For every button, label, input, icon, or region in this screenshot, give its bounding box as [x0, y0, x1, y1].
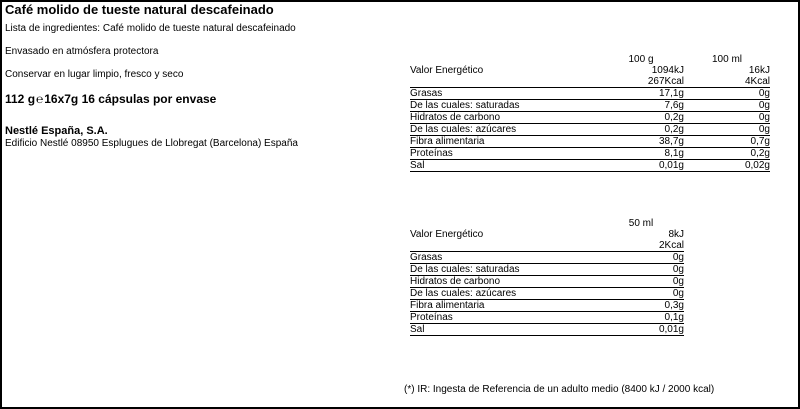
ingredients-text: Lista de ingredientes: Café molido de tueste natural descafeinado [5, 23, 296, 34]
nutrient-label: Fibra alimentaria [410, 300, 598, 312]
product-title: Café molido de tueste natural descafeinado [5, 2, 274, 17]
table-header-row [410, 218, 684, 229]
nutrient-value-v1: 7,6g [598, 100, 684, 112]
nutrient-value-v2: 0g [684, 112, 770, 124]
packaging-text: Envasado en atmósfera protectora [5, 46, 159, 57]
energy-kj-row [410, 229, 684, 240]
table-row [410, 288, 684, 300]
nutrient-value-v1: 0,3g [598, 300, 684, 312]
nutrient-value-v1: 8,1g [598, 148, 684, 160]
table-row [410, 264, 684, 276]
nutrient-label: Hidratos de carbono [410, 276, 598, 288]
nutrition-table-per-100 [410, 54, 770, 172]
company-address: Edificio Nestlé 08950 Esplugues de Llobregat (Barcelona) España [5, 138, 298, 149]
nutrient-value-v1: 0,2g [598, 124, 684, 136]
nutrition-table-per-50ml [410, 218, 684, 336]
nutrient-value-v1: 0g [598, 276, 684, 288]
table-row [410, 148, 770, 160]
nutrient-value-v1: 0,2g [598, 112, 684, 124]
energy-label: Valor Energético [410, 64, 484, 76]
energy-kcal-100ml: 4Kcal [684, 76, 770, 88]
nutrient-value-v1: 0,1g [598, 312, 684, 324]
table-row [410, 312, 684, 324]
energy-kcal-50ml: 2Kcal [598, 240, 684, 252]
nutrient-label: Grasas [410, 252, 598, 264]
header-100g: 100 g [628, 53, 654, 65]
nutrient-label: De las cuales: saturadas [410, 264, 598, 276]
header-50ml: 50 ml [628, 217, 654, 229]
table-row [410, 160, 770, 172]
nutrient-value-v1: 0,01g [598, 160, 684, 172]
footnote: (*) IR: Ingesta de Referencia de un adulto medio (8400 kJ / 2000 kcal) [404, 384, 715, 395]
nutrient-label: De las cuales: azúcares [410, 124, 598, 136]
nutrient-label: Hidratos de carbono [410, 112, 598, 124]
header-100ml: 100 ml [711, 53, 742, 65]
storage-text: Conservar en lugar limpio, fresco y seco [5, 69, 184, 80]
nutrient-value-v1: 0g [598, 264, 684, 276]
nutrient-label: Proteínas [410, 312, 598, 324]
energy-label: Valor Energético [410, 228, 484, 240]
table-row [410, 136, 770, 148]
table-row [410, 276, 684, 288]
nutrient-value-v1: 0g [598, 252, 684, 264]
nutrient-value-v2: 0,02g [684, 160, 770, 172]
nutrient-label: Grasas [410, 88, 598, 100]
nutrient-label: Sal [410, 160, 598, 172]
net-weight: 112 g [5, 92, 36, 106]
company-name: Nestlé España, S.A. [5, 125, 108, 137]
energy-kcal-row [410, 240, 684, 252]
energy-kj-100ml: 16kJ [748, 64, 770, 76]
nutrient-value-v2: 0g [684, 124, 770, 136]
nutrient-value-v1: 38,7g [598, 136, 684, 148]
nutrient-value-v2: 0,2g [684, 148, 770, 160]
table-row [410, 88, 770, 100]
net-weight-line [5, 92, 216, 106]
table-row [410, 112, 770, 124]
nutrient-value-v1: 17,1g [598, 88, 684, 100]
table-row [410, 324, 684, 336]
table-row [410, 300, 684, 312]
table-row [410, 100, 770, 112]
table-row [410, 252, 684, 264]
estimated-sign-icon: ℮ [36, 92, 44, 106]
energy-kj-100g: 1094kJ [651, 64, 684, 76]
nutrient-label: Fibra alimentaria [410, 136, 598, 148]
nutrient-value-v2: 0g [684, 88, 770, 100]
nutrient-value-v2: 0g [684, 100, 770, 112]
table-row [410, 124, 770, 136]
energy-kcal-row [410, 76, 770, 88]
nutrient-label: Sal [410, 324, 598, 336]
portions-text: 16x7g 16 cápsulas por envase [44, 92, 217, 106]
table-header-row [410, 54, 770, 65]
nutrient-value-v1: 0,01g [598, 324, 684, 336]
energy-kcal-100g: 267Kcal [598, 76, 684, 88]
nutrient-value-v1: 0g [598, 288, 684, 300]
energy-kj-50ml: 8kJ [668, 228, 684, 240]
nutrient-value-v2: 0,7g [684, 136, 770, 148]
energy-kj-row [410, 65, 770, 76]
nutrient-label: Proteínas [410, 148, 598, 160]
nutrient-label: De las cuales: azúcares [410, 288, 598, 300]
nutrient-label: De las cuales: saturadas [410, 100, 598, 112]
